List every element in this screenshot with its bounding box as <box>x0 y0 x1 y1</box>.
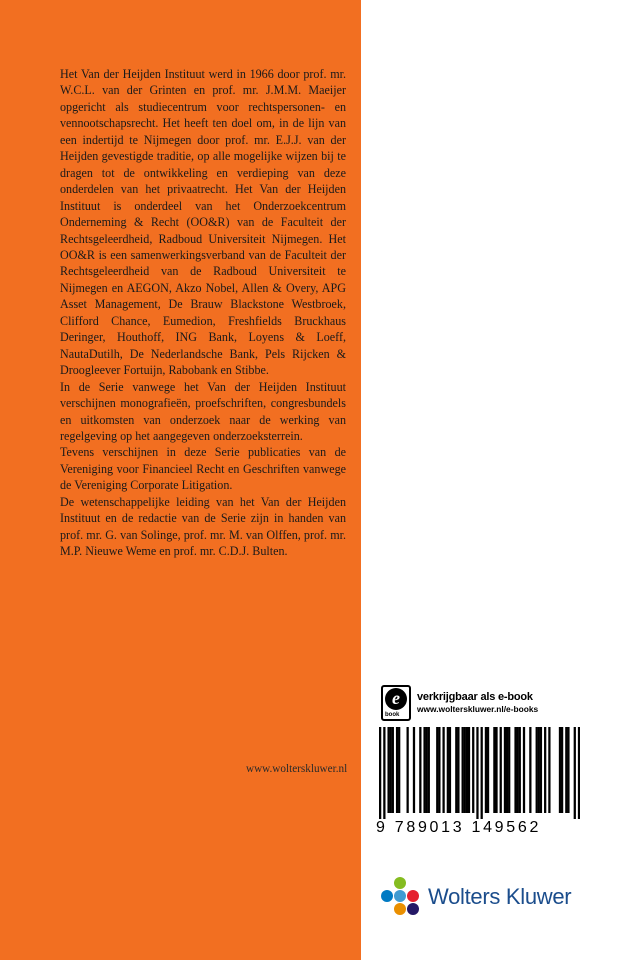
barcode-bar <box>495 727 497 813</box>
ebook-label: verkrijgbaar als e-book <box>417 691 533 703</box>
back-cover-blurb <box>60 66 346 560</box>
barcode-bars <box>379 727 580 819</box>
blurb-paragraph-4: De wetenschappelijke leiding van het Van der Heijden Instituut en de redactie van de Serie zijn in handen van prof. mr. G. van Solinge, prof. mr. M. van Olffen, prof. mr. M.P. Nieuwe Weme en prof. mr. C.D.J. Bulten. <box>60 494 346 559</box>
barcode-bar <box>517 727 519 813</box>
barcode-bar <box>567 727 569 813</box>
barcode-bar <box>561 727 563 813</box>
barcode-bar <box>466 727 468 813</box>
ebook-text <box>417 691 538 715</box>
barcode-bar <box>455 727 457 813</box>
barcode-bar <box>426 727 428 813</box>
barcode-bar <box>407 727 409 813</box>
ebook-url[interactable]: www.wolterskluwer.nl/e-books <box>417 704 539 714</box>
barcode-bar <box>472 727 474 813</box>
barcode-bar <box>392 727 394 813</box>
barcode-bar <box>383 727 385 819</box>
publisher-name: Wolters Kluwer <box>428 884 572 909</box>
barcode-bar <box>506 727 508 813</box>
blurb-paragraph-1: Het Van der Heijden Instituut werd in 1966 door prof. mr. W.C.L. van der Grinten en prof. mr. J.M.M. Maeijer opgericht als studiecentrum voor rechtspersonen- en vennootschapsrecht. Het heeft ten doel om, in de lijn van een indertijd te Nijmegen door prof. mr. E.J.J. van der Heijden gevestigde traditie, op alle mogelijke wijzen bij te dragen tot de ontwikkeling en verdieping van deze onderdelen van het privaatrecht. Het Van der Heijden Instituut is onderdeel van het Onderzoekcentrum Onderneming & Recht (OO&R) van de Faculteit der Rechtsgeleerdheid, Radboud Universiteit Nijmegen. Het OO&R is een samenwerkingsverband van de Faculteit der Rechtsgeleerdheid van de Radboud Universiteit te Nijmegen en AEGON, Akzo Nobel, Allen & Overy, APG Asset Management, De Brauw Blackstone Westbroek, Clifford Chance, Eumedion, Freshfields Bruckhaus Deringer, Houthoff, ING Bank, Loyens & Loeff, NautaDutilh, De Nederlandsche Bank, Pels Rijcken & Droogleever Fortuijn, Rabobank en Stibbe. <box>60 67 346 378</box>
blurb-paragraph-3: Tevens verschijnen in deze Serie publicaties van de Vereniging voor Financieel Recht en Geschriften vanwege de Vereniging Corporate Litigation. <box>60 445 346 493</box>
barcode-bar <box>447 727 449 813</box>
barcode-bar <box>508 727 510 813</box>
barcode-bar <box>442 727 444 813</box>
wolters-kluwer-logo <box>380 876 420 916</box>
barcode-bar <box>493 727 495 813</box>
barcode-bar <box>574 727 576 819</box>
barcode-bar <box>519 727 521 813</box>
barcode-bar <box>481 727 483 819</box>
barcode-bar <box>538 727 540 813</box>
barcode-bar <box>379 727 381 819</box>
barcode-bar <box>500 727 502 813</box>
barcode-bar <box>578 727 580 819</box>
barcode-bar <box>523 727 525 813</box>
barcode-bar <box>468 727 470 813</box>
barcode-bar <box>559 727 561 813</box>
publisher-url[interactable]: www.wolterskluwer.nl <box>246 763 348 775</box>
barcode-bar <box>464 727 466 813</box>
barcode-bar <box>419 727 421 813</box>
barcode-bar <box>529 727 531 813</box>
barcode-bar <box>548 727 550 813</box>
barcode-bar <box>387 727 389 813</box>
barcode-bar <box>487 727 489 813</box>
barcode-bar <box>457 727 459 813</box>
barcode-bar <box>462 727 464 813</box>
isbn-number: 9 789013 149562 <box>376 819 542 836</box>
barcode-bar <box>428 727 430 813</box>
barcode-bar <box>476 727 478 819</box>
barcode-bar <box>514 727 516 813</box>
barcode-bar <box>438 727 440 813</box>
blurb-paragraph-2: In de Serie vanwege het Van der Heijden Instituut verschijnen monografieën, proefschriften, congresbundels en uitkomsten van onderzoek naar de werking van regelgeving op het aangegeven onderzoeksterrein. <box>60 379 346 443</box>
barcode-bar <box>436 727 438 813</box>
barcode-bar <box>413 727 415 813</box>
barcode-bar <box>398 727 400 813</box>
barcode-bar <box>565 727 567 813</box>
barcode-bar <box>485 727 487 813</box>
barcode-bar <box>423 727 425 813</box>
barcode-bar <box>449 727 451 813</box>
ebook-badge <box>381 684 538 722</box>
barcode-bar <box>544 727 546 813</box>
barcode-bar <box>390 727 392 813</box>
barcode-bar <box>540 727 542 813</box>
e-book-icon: e book <box>381 685 411 721</box>
barcode-bar <box>396 727 398 813</box>
barcode-bar <box>536 727 538 813</box>
barcode-bar <box>504 727 506 813</box>
